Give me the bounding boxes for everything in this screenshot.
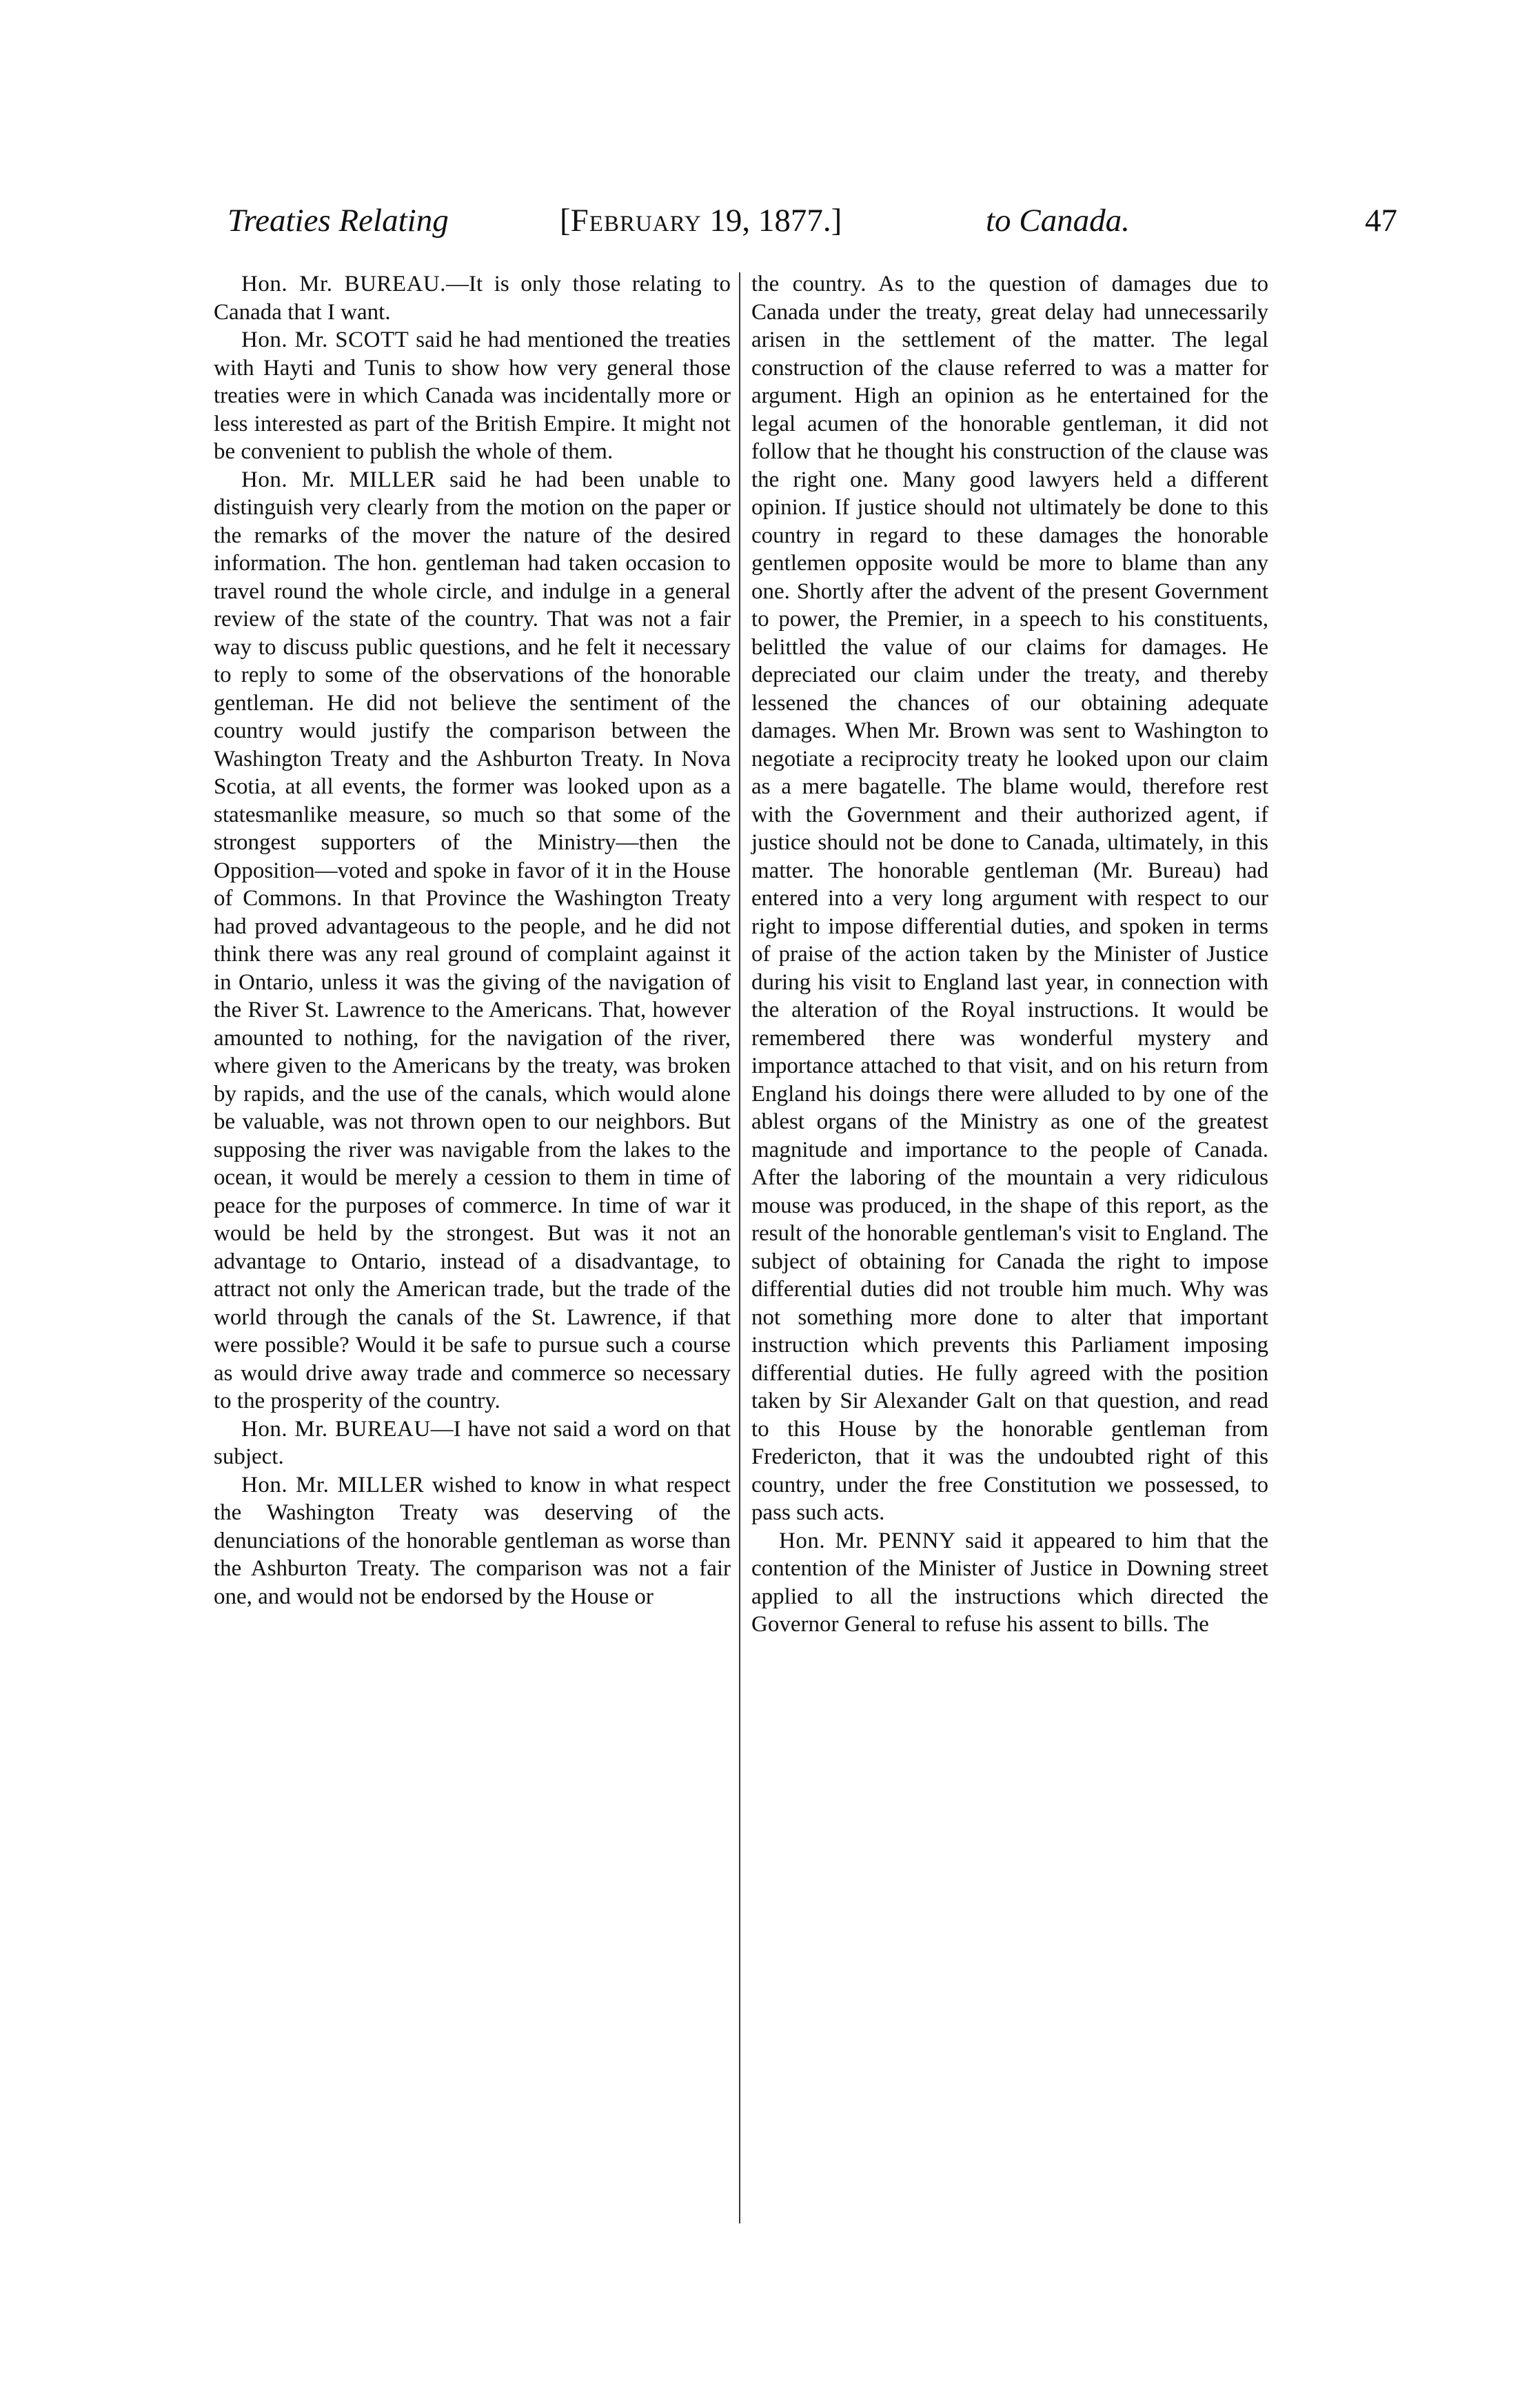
speaker-name: Hon. Mr. PENNY — [779, 1528, 956, 1553]
paragraph-text: said it appeared to him that the contention of the Minister of Justice in Downing street applied to all the instructions which directed the Governor General to refuse his assent to bills. The — [751, 1528, 1268, 1637]
speaker-name: Hon. Mr. BUREAU. — [241, 272, 446, 296]
page-header — [0, 0, 1540, 248]
speaker-name: Hon. Mr. MILLER — [241, 467, 436, 492]
paragraph-text: said he had mentioned the treaties with Hayti and Tunis to show how very general those treaties were in which Canada was incidentally more or less interested as part of the British Empire. It might not be convenient to publish the whole of them. — [214, 327, 731, 464]
running-date — [560, 201, 842, 240]
paragraph — [751, 1527, 1268, 1639]
paragraph — [214, 1415, 731, 1471]
paragraph-text: said he had been unable to distinguish very clearly from the motion on the paper or the remarks of the mover the nature of the desired information. The hon. gentleman had taken occasion to travel round the whole circle, and indulge in a general review of the state of the country. That was not a fair way to discuss public questions, and he felt it necessary to reply to some of the observations of the honorable gentleman. He did not believe the sentiment of the country would justify the comparison between the Washington Treaty and the Ashburton Treaty. In Nova Scotia, at all events, the former was looked upon as a statesmanlike measure, so much so that some of the strongest supporters of the Ministry—then the Opposition—voted and spoke in favor of it in the House of Commons. In that Province the Washington Treaty had proved advantageous to the people, and he did not think there was any real ground of complaint against it in Ontario, unless it was the giving of the navigation of the River St. Lawrence to the Americans. That, however amounted to nothing, for the navigation of the river, where given to the Americans by the treaty, was broken by rapids, and the use of the canals, which would alone be valuable, was not thrown open to our neighbors. But supposing the river was navigable from the lakes to the ocean, it would be merely a cession to them in time of peace for the purposes of commerce. In time of war it would be held by the strongest. But was it not an advantage to Ontario, instead of a disadvantage, to attract not only the American trade, but the trade of the world through the canals of the St. Lawrence, if that were possible? Would it be safe to pursue such a course as would drive away trade and commerce so necessary to the prosperity of the country. — [214, 467, 731, 1413]
paragraph — [214, 1471, 731, 1611]
speaker-name: Hon. Mr. BUREAU — [241, 1416, 431, 1442]
running-title-right: to Canada. — [986, 203, 1130, 239]
paragraph-continued — [751, 270, 1268, 1527]
speaker-name: Hon. Mr. SCOTT — [241, 327, 409, 352]
speaker-name: Hon. Mr. MILLER — [241, 1472, 425, 1497]
date-day-year: 19, 1877.] — [701, 203, 842, 239]
paragraph — [214, 466, 731, 1415]
date-bracket-open: [ — [560, 203, 571, 239]
paragraph-text: —I have not said a word on that subject. — [214, 1416, 731, 1469]
column-divider — [739, 272, 740, 2223]
paragraph-text: wished to know in what respect the Washington Treaty was deserving of the denunciations of the honorable gentleman as worse than the Ashburton Treaty. The comparison was not a fair one, and would not be endorsed by the House or — [214, 1472, 731, 1609]
right-column — [751, 270, 1268, 1639]
page-number: 47 — [1365, 203, 1397, 239]
paragraph — [214, 326, 731, 466]
date-month: February — [570, 203, 702, 239]
paragraph — [214, 270, 731, 326]
paragraph-text: the country. As to the question of damages due to Canada under the treaty, great delay had unnecessarily arisen in the settlement of the matter. The legal construction of the clause referred to was a matter for argument. High an opinion as he entertained for the legal acumen of the honorable gentleman, it did not follow that he thought his construction of the clause was the right one. Many good lawyers held a different opinion. If justice should not ultimately be done to this country in regard to these damages the honorable gentlemen opposite would be more to blame than any one. Shortly after the advent of the present Government to power, the Premier, in a speech to his constituents, belittled the value of our claims for damages. He depreciated our claim under the treaty, and thereby lessened the chances of our obtaining adequate damages. When Mr. Brown was sent to Washington to negotiate a reciprocity treaty he looked upon our claim as a mere bagatelle. The blame would, therefore rest with the Government and their authorized agent, if justice should not be done to Canada, ultimately, in this matter. The honorable gentleman (Mr. Bureau) had entered into a very long argument with respect to our right to impose differential duties, and spoken in terms of praise of the action taken by the Minister of Justice during his visit to England last year, in connection with the alteration of the Royal instructions. It would be remembered there was wonderful mystery and importance attached to that visit, and on his return from England his doings there were alluded to by one of the ablest organs of the Ministry as one of the greatest magnitude and importance to the people of Canada. After the laboring of the mountain a very ridiculous mouse was produced, in the shape of this report, as the result of the honorable gentleman's visit to England. The subject of obtaining for Canada the right to impose differential duties did not trouble him much. Why was not something more done to alter that important instruction which prevents this Parliament imposing differential duties. He fully agreed with the position taken by Sir Alexander Galt on that question, and read to this House by the honorable gentleman from Fredericton, that it was the undoubted right of this country, under the free Constitution we possessed, to pass such acts. — [751, 272, 1268, 1525]
running-title-left: Treaties Relating — [227, 203, 449, 239]
left-column — [214, 270, 731, 1611]
paragraph-text: —It is only those relating to Canada that I want. — [214, 272, 731, 325]
